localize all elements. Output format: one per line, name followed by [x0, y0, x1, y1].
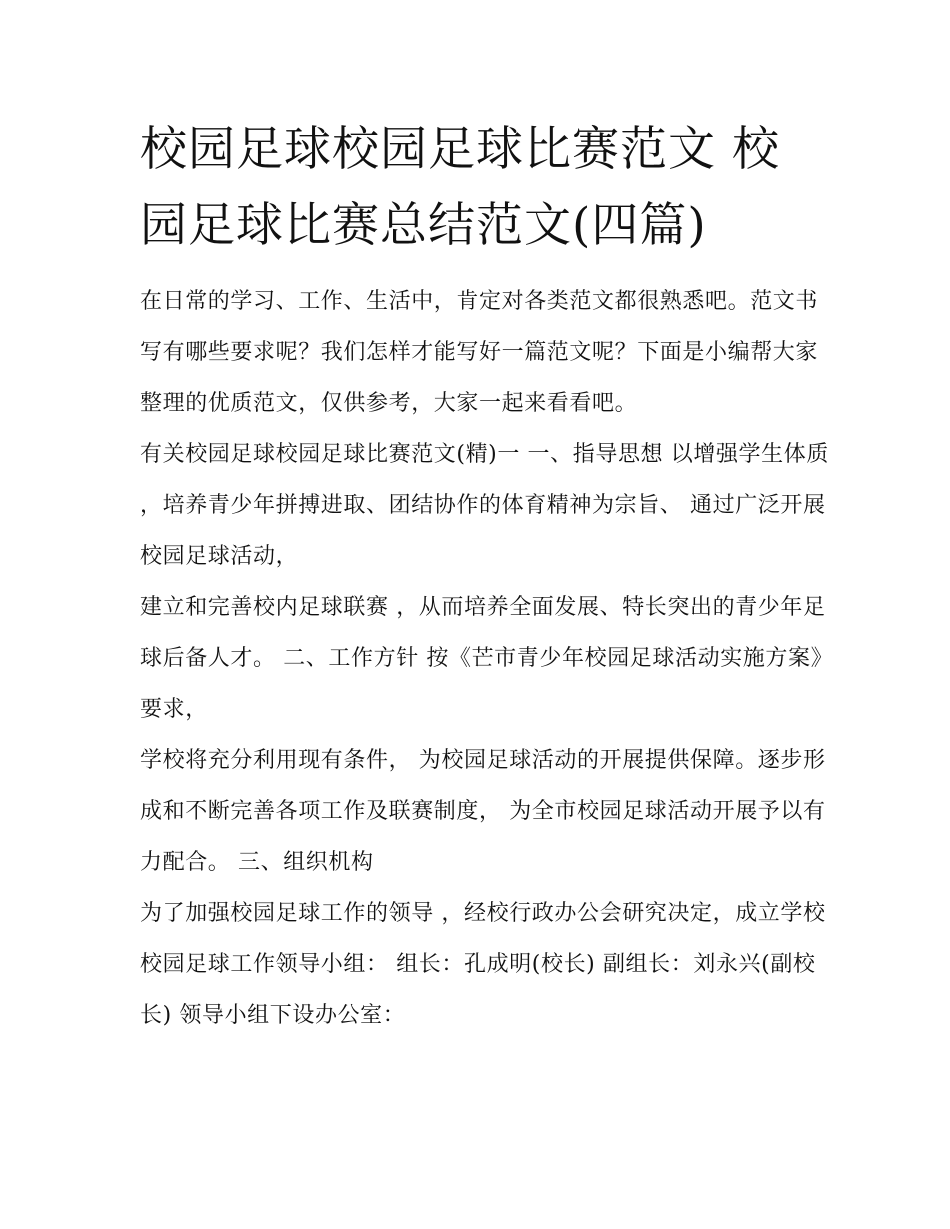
paragraph-leadership-group: 为了加强校园足球工作的领导 ，经校行政办公会研究决定，成立学校校园足球工作领导小组： 组长：孔成明(校长) 副组长：刘永兴(副校长) 领导小组下设办公室： — [140, 901, 826, 1028]
paragraph-guiding-ideology: 有关校园足球校园足球比赛范文(精)一 一、指导思想 以增强学生体质 ，培养青少年拼搏进取、团结协作的体育精神为宗旨、 通过广泛开展校园足球活动， — [140, 442, 829, 569]
document-body — [140, 276, 830, 1041]
paragraph-school-support: 学校将充分利用现有条件， 为校园足球活动的开展提供保障。逐步形成和不断完善各项工作及联赛制度， 为全市校园足球活动开展予以有力配合。 三、组织机构 — [140, 748, 826, 875]
paragraph-league-talent: 建立和完善校内足球联赛 ，从而培养全面发展、特长突出的青少年足球后备人才。 二、工作方针 按《芒市青少年校园足球活动实施方案》要求， — [140, 595, 826, 722]
document-title: 校园足球校园足球比赛范文 校园足球比赛总结范文(四篇) — [140, 122, 780, 253]
paragraph-intro: 在日常的学习、工作、生活中，肯定对各类范文都很熟悉吧。范文书写有哪些要求呢？我们怎样才能写好一篇范文呢？下面是小编帮大家整理的优质范文，仅供参考，大家一起来看看吧。 — [140, 289, 819, 416]
